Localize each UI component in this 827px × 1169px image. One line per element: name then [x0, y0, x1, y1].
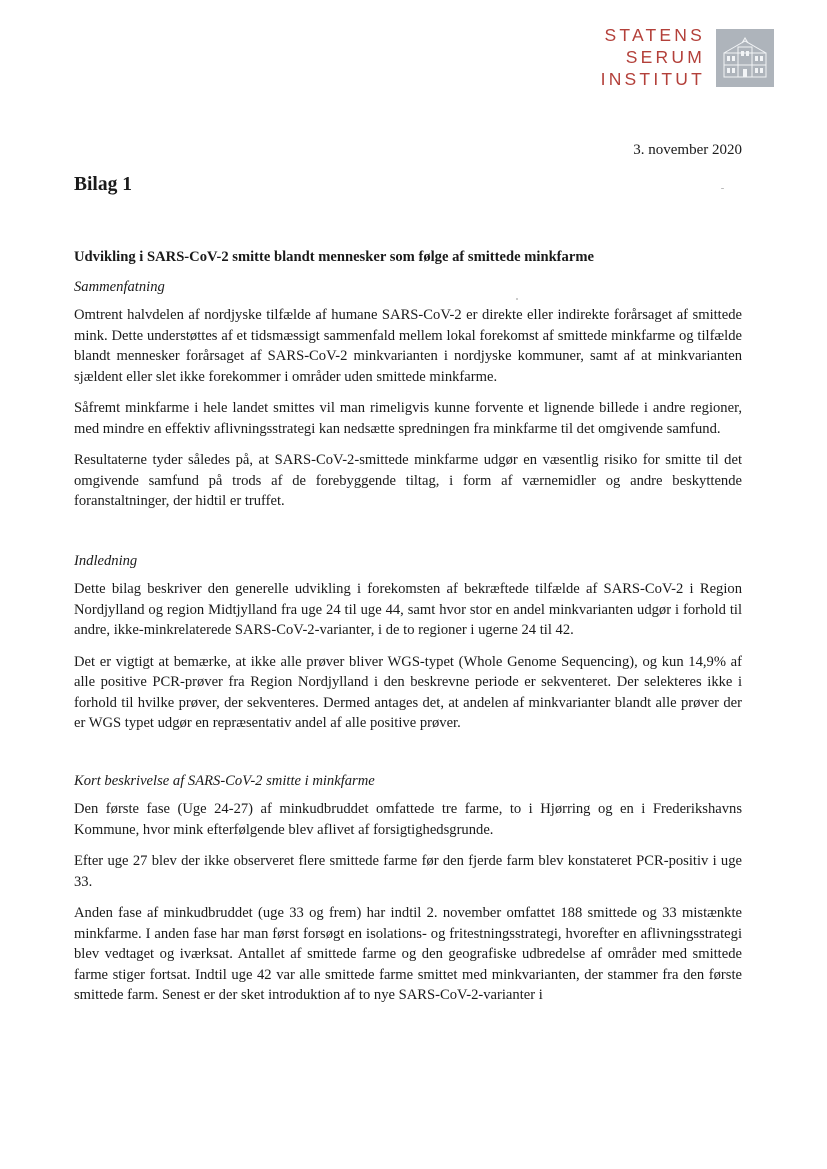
document-date: 3. november 2020: [633, 142, 742, 158]
scan-speck: [721, 188, 724, 189]
logo-line-1: STATENS: [604, 25, 705, 45]
intro-heading: Indledning: [74, 552, 138, 569]
institution-logo-text: [601, 24, 705, 90]
summary-paragraph-2: Såfremt minkfarme i hele landet smittes vil man rimeligvis kunne forvente et lignende billede i andre regioner, med mindre en effektiv aflivningsstrategi kan nedsætte spredningen fra minkfarme til det omgivende samfund.: [74, 400, 742, 437]
main-heading: Udvikling i SARS-CoV-2 smitte blandt mennesker som følge af smittede minkfarme: [74, 249, 594, 265]
intro-paragraph-1: Dette bilag beskriver den generelle udvikling i forekomsten af bekræftede tilfælde af SARS-CoV-2 i Region Nordjylland og region Midtjylland fra uge 24 til uge 44, samt hvor stor en andel minkvarianten udgør i forhold til andre, ikke-minkrelaterede SARS-CoV-2-varianter, i de to regioner i ugerne 24 til 42.: [74, 581, 742, 638]
intro-paragraph-2: Det er vigtigt at bemærke, at ikke alle prøver bliver WGS-typet (Whole Genome Sequencing), og kun 14,9% af alle positive PCR-prøver fra Region Nordjylland i den beskrevne periode er sekventeret. Der selekteres ikke i forhold til hvilke prøver, der sekventeres. Dermed antages det, at andelen af minkvarianter blandt alle prøver der er WGS typet udgør en repræsentativ andel af alle positive prøver.: [74, 653, 742, 731]
description-paragraph-1: Den første fase (Uge 24-27) af minkudbruddet omfattede tre farme, to i Hjørring og en i Frederikshavns Kommune, hvor mink efterfølgende blev aflivet af forsigtighedsgrunde.: [74, 801, 742, 838]
scan-speck: [516, 298, 518, 300]
summary-paragraph-3: Resultaterne tyder således på, at SARS-CoV-2-smittede minkfarme udgør en væsentlig risiko for smitte til det omgivende samfund på trods af de forebyggende tiltag, i form af værnemidler og andre beskyttende foranstaltninger, der hidtil er truffet.: [74, 452, 742, 509]
document-body: [74, 247, 742, 1017]
logo-line-2: SERUM: [625, 47, 705, 67]
description-paragraph-3: Anden fase af minkudbruddet (uge 33 og frem) har indtil 2. november omfattet 188 smittede og 33 mistænkte minkfarme. I anden fase har man først forsøgt en isolations- og fritestningsstrategi, hvorefter en aflivningsstrategi blev vedtaget og iværksat. Antallet af smittede farme og den geografiske udbredelse af områder med smittede farme stiger fortsat. Indtil uge 42 var alle smittede farme smittet med minkvarianten, der stammer fra den første smittede farm. Senest er der sket introduktion af to nye SARS-CoV-2-varianter i: [74, 905, 742, 1003]
summary-paragraph-1: Omtrent halvdelen af nordjyske tilfælde af humane SARS-CoV-2 er direkte eller indirekte forårsaget af smittede mink. Dette understøttes af et tidsmæssigt sammenfald mellem lokal forekomst af smittede minkfarme og tilfælde blandt mennesker forårsaget af SARS-CoV-2 minkvarianten i nordjyske kommuner, samt af at minkvarianten sjældent eller slet ikke forekommer i områder uden smittede minkfarme.: [74, 307, 742, 385]
description-heading: Kort beskrivelse af SARS-CoV-2 smitte i minkfarme: [74, 772, 375, 789]
logo-line-3: INSTITUT: [600, 69, 705, 89]
page-title: Bilag 1: [74, 174, 132, 195]
summary-heading: Sammenfatning: [74, 278, 165, 295]
description-paragraph-2: Efter uge 27 blev der ikke observeret flere smittede farme før den fjerde farm blev konstateret PCR-positiv i uge 33.: [74, 853, 742, 890]
building-icon: [716, 29, 774, 87]
